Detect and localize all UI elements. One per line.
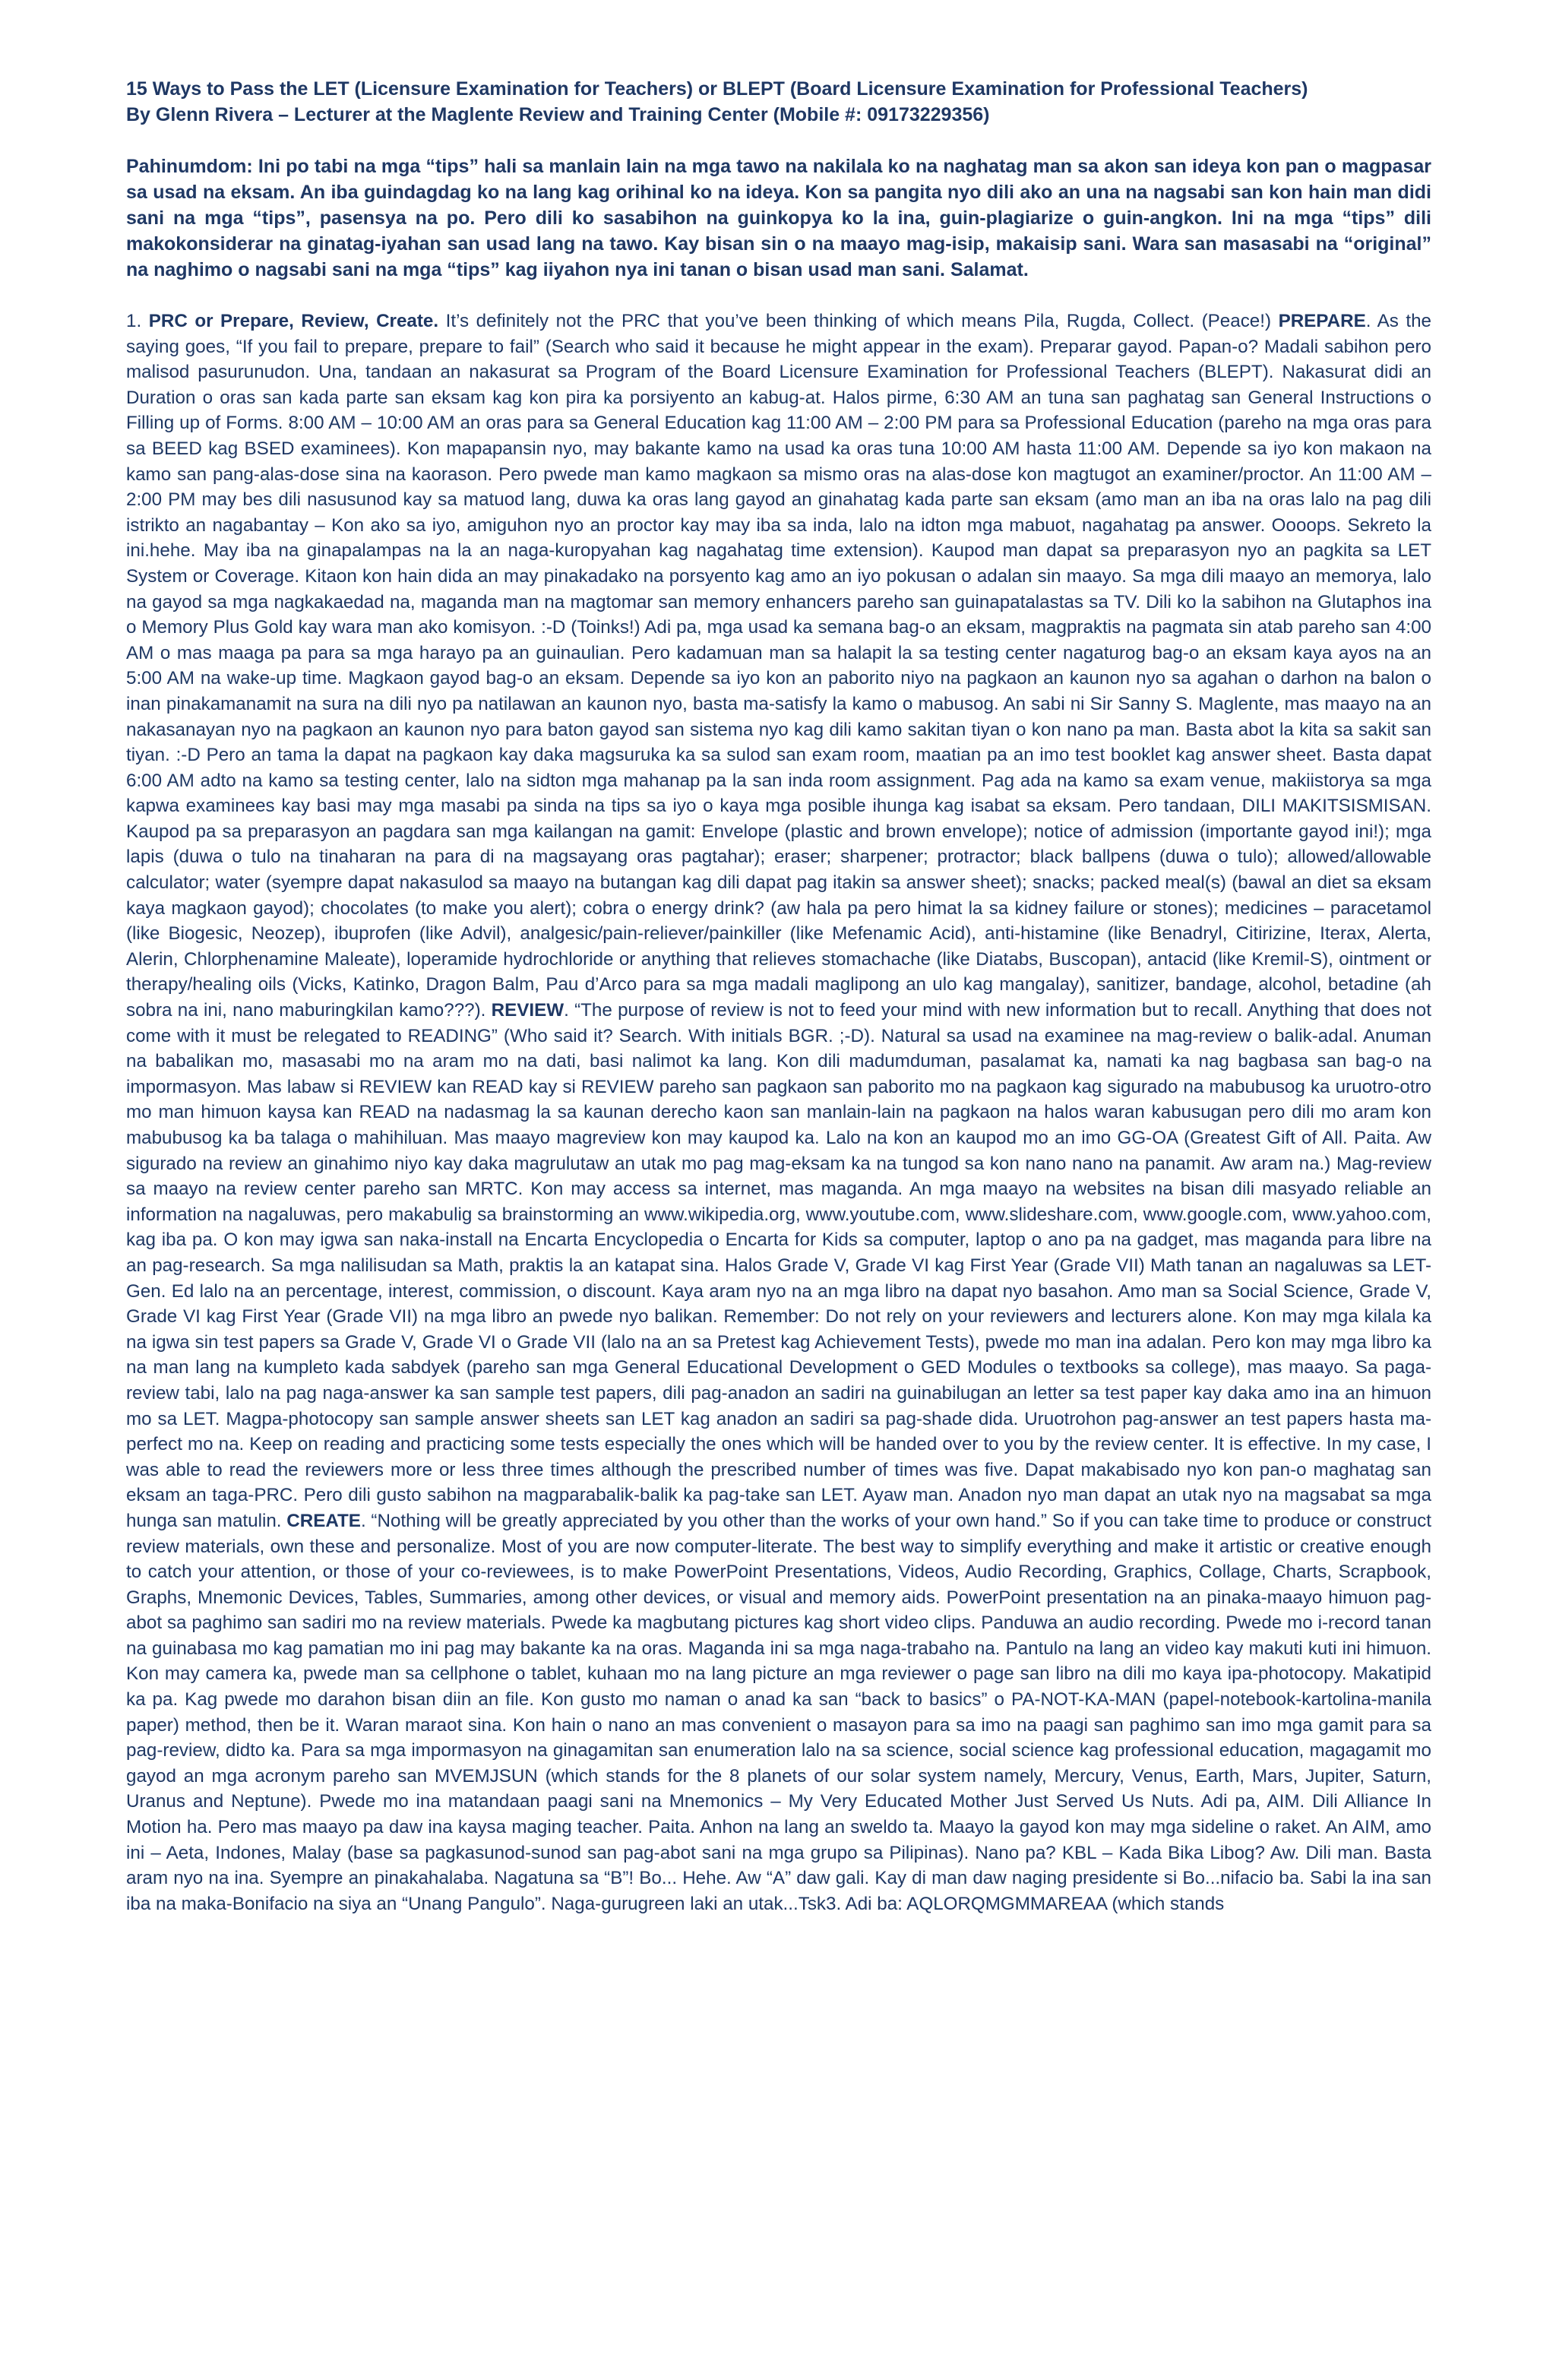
item-number: 1. [126, 311, 149, 331]
document-title [126, 76, 1431, 128]
title-main: 15 Ways to Pass the LET (Licensure Examination for Teachers) or BLEPT (Board Licensure Examination for Professional Teachers) [126, 78, 1308, 100]
prepare-text: . As the saying goes, “If you fail to prepare, prepare to fail” (Search who said it because he might appear in the exam). Preparar gayod. Papan-o? Madali sabihon pero malisod pasurunudon. Una, tandaan an nakasurat sa Program of the Board Licensure Examination for Professional Teachers (BLEPT). Nakasurat didi an Duration o oras san kada parte san eksam kag kon pira ka porsiyento an kabug-at. Halos pirme, 6:30 AM an tuna san paghatag san General Instructions o Filling up of Forms. 8:00 AM – 10:00 AM an oras para sa General Education kag 11:00 AM – 2:00 PM para sa Professional Education (pareho na mga oras para sa BEED kag BSED examinees). Kon mapapansin nyo, may bakante kamo na usad ka oras tuna 10:00 AM hasta 11:00 AM. Depende sa iyo kon makaon na kamo san pang-alas-dose sina na kaorason. Pero pwede man kamo magkaon sa mismo oras na alas-dose kon magtugot an examiner/proctor. An 11:00 AM – 2:00 PM may bes dili nasusunod kay sa matuod lang, duwa ka oras lang gayod an ginahatag kada parte san eksam (amo man an iba na oras lalo na pag dili istrikto an nagabantay – Kon ako sa iyo, amiguhon nyo an proctor kay may iba sa inda, lalo na idton mga mabuot, nagahatag pa answer. Oooops. Sekreto la ini.hehe. May iba na ginapalampas na la an naga-kuropyahan kag nagahatag time extension). Kaupod man dapat sa preparasyon nyo an pagkita sa LET System or Coverage. Kitaon kon hain dida an may pinakadako na porsyento kag amo an iyo pokusan o adalan sin maayo. Sa mga dili maayo an memorya, lalo na gayod sa mga nagkakaedad na, maganda man na magtomar san memory enhancers pareho san guinapatalastas sa TV. Dili ko la sabihon na Glutaphos ina o Memory Plus Gold kay wara man ako komisyon. :-D (Toinks!) Adi pa, mga usad ka semana bag-o an eksam, magpraktis na pagmata sin atab pareho san 4:00 AM o mas maaga pa para sa mga harayo pa an guinaulian. Pero kadamuan man sa halapit la sa testing center nagaturog bag-o an eksam kaya ayos na an 5:00 AM na wake-up time. Magkaon gayod bag-o an eksam. Depende sa iyo kon an paborito niyo na pagkaon an kaunon nyo sa agahan o darhon na balon o inan pinakamanamit na sura na dili nyo pa natilawan an kaunon nyo, basta ma-satisfy la kamo o mabusog. An sabi ni Sir Sanny S. Maglente, mas maayo na an nakasanayan nyo na pagkaon an kaunon nyo para baton gayod san sistema nyo kag dili kamo sakitan tiyan o kon nano pa man. Basta abot la kita sa sakit san tiyan. :-D Pero an tama la dapat na pagkaon kay daka magsuruka ka sa sulod san exam room, maatian pa an imo test booklet kag answer sheet. Basta dapat 6:00 AM adto na kamo sa testing center, lalo na sidton mga mahanap pa la san inda room assignment. Pag ada na kamo sa exam venue, makiistorya sa mga kapwa examinees kay basi may mga masabi pa sinda na tips sa iyo o kaya mga posible ihunga kag isabat sa eksam. Pero tandaan, DILI MAKITSISMISAN. Kaupod pa sa preparasyon an pagdara san mga kailangan na gamit: Envelope (plastic and brown envelope); notice of admission (importante gayod ini!); mga lapis (duwa o tulo na tinaharan na para di na magsayang oras pagtahar); eraser; sharpener; protractor; black ballpens (duwa o tulo); allowed/allowable calculator; water (syempre dapat nakasulod sa maayo na butangan kag dili dapat pag itakin sa answer sheet); snacks; packed meal(s) (bawal an diet sa eksam kaya magkaon gayod); chocolates (to make you alert); cobra o energy drink? (aw hala pa pero himat la sa kidney failure or stones); medicines – paracetamol (like Biogesic, Neozep), ibuprofen (like Advil), analgesic/pain-reliever/painkiller (like Mefenamic Acid), anti-histamine (like Benadryl, Citirizine, Iterax, Alerta, Alerin, Chlorphenamine Maleate), loperamide hydrochloride or anything that relieves stomachache (like Diatabs, Buscopan), antacid (like Kremil-S), ointment or therapy/healing oils (Vicks, Katinko, Dragon Balm, Pau d’Arco para sa mga madali maglipong an ulo kag mangalay), sanitizer, bandage, alcohol, betadine (ah sobra na ini, nano maburingkilan kamo???). [126, 311, 1432, 1021]
create-keyword: CREATE [286, 1510, 361, 1531]
create-text: . “Nothing will be greatly appreciated by you other than the works of your own hand.” So if you can take time to produce or construct review materials, own these and personalize. Most of you are now computer-literate. The best way to simplify everything and make it artistic or creative enough to catch your attention, or those of your co-reviewees, is to make PowerPoint Presentations, Videos, Audio Recording, Graphics, Collage, Charts, Scrapbook, Graphs, Mnemonic Devices, Tables, Summaries, among other devices, or visual and memory aids. PowerPoint presentation na an pinaka-maayo himuon pag-abot sa paghimo san sadiri mo na review materials. Pwede ka magbutang pictures kag short video clips. Panduwa an audio recording. Pwede mo i-record tanan na guinabasa mo kag pamatian mo ini pag may bakante ka na oras. Maganda ini sa mga naga-trabaho na. Pantulo na lang an video kay makuti kuti ini himuon. Kon may camera ka, pwede man sa cellphone o tablet, kuhaan mo na lang picture an mga reviewer o page san libro na dili mo kaya ipa-photocopy. Makatipid ka pa. Kag pwede mo darahon bisan diin an file. Kon gusto mo naman o anad ka san “back to basics” o PA-NOT-KA-MAN (papel-notebook-kartolina-manila paper) method, then be it. Waran maraot sina. Kon hain o nano an mas convenient o masayon para sa imo na paagi san paghimo san imo mga gamit para sa pag-review, didto ka. Para sa mga impormasyon na ginagamitan san enumeration lalo na sa science, social science kag professional education, magagamit mo gayod an mga acronym pareho san MVEMJSUN (which stands for the 8 planets of our solar system namely, Mercury, Venus, Earth, Mars, Jupiter, Saturn, Uranus and Neptune). Pwede mo ina matandaan paagi sani na Mnemonics – My Very Educated Mother Just Served Us Nuts. Adi pa, AIM. Dili Alliance In Motion ha. Pero mas maayo pa daw ina kaysa maging teacher. Paita. Anhon na lang an sweldo ta. Maayo la gayod kon may mga sideline o raket. An AIM, amo ini – Aeta, Indones, Malay (base sa pagkasunod-sunod san pag-abot sani na mga grupo sa Pilipinas). Nano pa? KBL – Kada Bika Libog? Aw. Dili man. Basta aram nyo na ina. Syempre an pinakahalaba. Nagatuna sa “B”! Bo... Hehe. Aw “A” daw gali. Kay di man daw naging presidente si Bo...nifacio ba. Sabi la ina san iba na maka-Bonifacio na siya an “Unang Pangulo”. Naga-gurugreen laki an utak...Tsk3. Adi ba: AQLORQMGMMAREAA (which stands [126, 1510, 1431, 1914]
item-lead: It’s definitely not the PRC that you’ve been thinking of which means Pila, Rugda, Collect. (Peace!) [438, 311, 1279, 331]
review-text: . “The purpose of review is not to feed your mind with new information but to recall. Anything that does not come with it must be relegated to READING” (Who said it? Search. With initials BGR. ;-D). Natural sa usad na examinee na mag-review o balik-adal. Anuman na babalikan mo, masasabi mo na aram mo na dati, basi nalimot ka lang. Kon dili madumduman, pasalamat ka, namati ka nag bagbasa san bag-o na impormasyon. Mas labaw si REVIEW kan READ kay si REVIEW pareho san pagkaon san paborito mo na pagkaon kag sigurado na mabubusog ka uruotro-otro mo man himuon kaysa kan READ na nadasmag la sa kaunan derecho kaon san manlain-lain na pagkaon na halos waran kabusugan pero dili mo aram kon mabubusog ka ba talaga o mahihiluan. Mas maayo magreview kon may kaupod ka. Lalo na kon an kaupod mo an imo GG-OA (Greatest Gift of All. Paita. Aw sigurado na review an ginahimo niyo kay daka magrulutaw an utak mo pag mag-eksam ka na tungod sa kon nano nano na panamit. Aw aram na.) Mag-review sa maayo na review center pareho san MRTC. Kon may access sa internet, mas maganda. An mga maayo na websites na bisan dili masyado reliable an information na nagaluwas, pero makabulig sa brainstorming an www.wikipedia.org, www.youtube.com, www.slideshare.com, www.google.com, www.yahoo.com, kag iba pa. O kon may igwa san naka-install na Encarta Encyclopedia o Encarta for Kids sa computer, laptop o ano pa na gadget, mas maganda para libre na an pag-research. Sa mga nalilisudan sa Math, praktis la an katapat sina. Halos Grade V, Grade VI kag First Year (Grade VII) Math tanan an nagaluwas sa LET-Gen. Ed lalo na an percentage, interest, commission, o discount. Kaya aram nyo na an mga libro na dapat nyo basahon. Amo man sa Social Science, Grade V, Grade VI kag First Year (Grade VII) na mga libro an pwede nyo balikan. Remember: Do not rely on your reviewers and lecturers alone. Kon may mga kilala ka na igwa sin test papers sa Grade V, Grade VI o Grade VII (lalo na an sa Pretest kag Achievement Tests), pwede mo man ina adalan. Pero kon may mga libro ka na man lang na kumpleto kada sabdyek (pareho san mga General Educational Development o GED Modules o textbooks sa college), mas maayo. Sa paga-review tabi, lalo na pag naga-answer ka san sample test papers, dili pag-anadon an sadiri na guinabilugan an letter sa test paper kay daka amo ina an himuon mo sa LET. Magpa-photocopy san sample answer sheets san LET kag anadon an sadiri sa pag-shade dida. Uruotrohon pag-answer an test papers hasta ma-perfect mo na. Keep on reading and practicing some tests especially the ones which will be handed over to you by the review center. It is effective. In my case, I was able to read the reviewers more or less three times although the prescribed number of times was five. Dapat makabisado nyo kon pan-o maghatag san eksam an taga-PRC. Pero dili gusto sabihon na magparabalik-balik ka pag-take san LET. Ayaw man. Anadon nyo man dapat an utak nyo na magsabat sa mga hunga san matulin. [126, 1000, 1431, 1531]
document-page [126, 76, 1431, 1916]
review-keyword: REVIEW [491, 1000, 565, 1021]
title-byline: By Glenn Rivera – Lecturer at the Maglente Review and Training Center (Mobile #: 09173229356) [126, 104, 990, 125]
tip-1-paragraph [126, 309, 1431, 1916]
prepare-keyword: PREPARE [1278, 311, 1366, 331]
intro-paragraph: Pahinumdom: Ini po tabi na mga “tips” hali sa manlain lain na mga tawo na nakilala ko na naghatag man sa akon san ideya kon pan o magpasar sa usad na eksam. An iba guindagdag ko na lang kag orihinal ko na ideya. Kon sa pangita nyo dili ako an una na nagsabi san kon hain man didi sani na mga “tips”, pasensya na po. Pero dili ko sasabihon na guinkopya ko la ina, guin-plagiarize o guin-angkon. Ini na mga “tips” dili makokonsiderar na ginatag-iyahan san usad lang na tawo. Kay bisan sin o na maayo mag-isip, makaisip sani. Wara san masasabi na “original” na naghimo o nagsabi sani na mga “tips” kag iiyahon nya ini tanan o bisan usad man sani. Salamat. [126, 156, 1431, 280]
item-heading: PRC or Prepare, Review, Create. [148, 311, 439, 331]
